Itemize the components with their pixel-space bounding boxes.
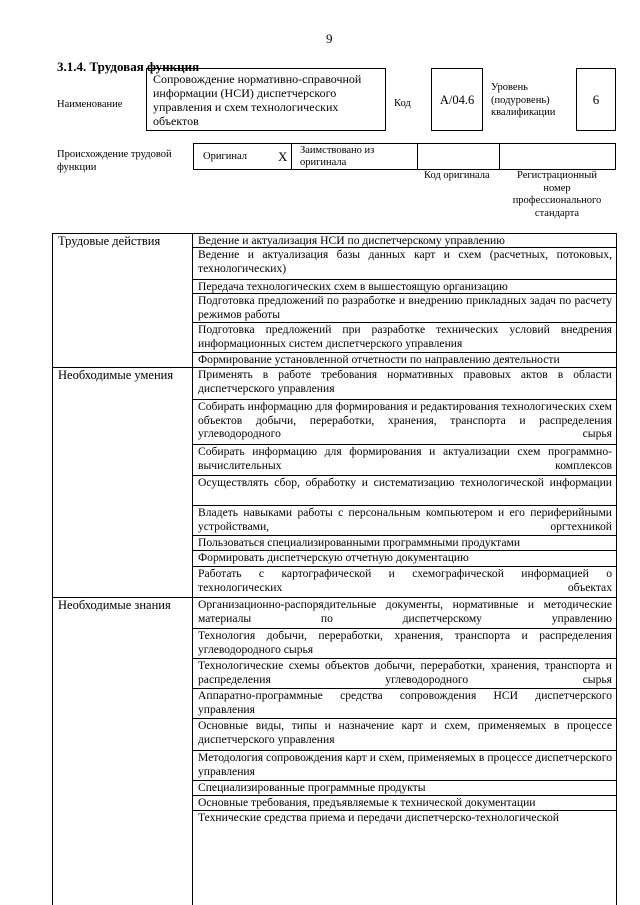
table-border-middle bbox=[192, 233, 193, 905]
original-box bbox=[193, 143, 292, 170]
section-label: Необходимые знания bbox=[58, 598, 171, 612]
level-label: Уровень (подуровень) квалификации bbox=[491, 82, 556, 118]
table-cell: Подготовка предложений по разработке и внедрению прикладных задач по расчету режимов работы bbox=[198, 294, 612, 321]
table-cell: Аппаратно-программные средства сопровождения НСИ диспетчерского управления bbox=[198, 689, 612, 716]
reg-number-box bbox=[499, 143, 616, 170]
section-label: Трудовые действия bbox=[58, 234, 161, 248]
table-cell: Технические средства приема и передачи диспетчерско-технологической bbox=[198, 811, 559, 824]
level-value: 6 bbox=[592, 92, 600, 107]
table-cell: Ведение и актуализация НСИ по диспетчерскому управлению bbox=[198, 234, 505, 247]
table-cell: Осуществлять сбор, обработку и систематизацию технологической информации bbox=[198, 476, 612, 489]
original-label: Оригинал bbox=[203, 151, 247, 162]
code-original-label: Код оригинала bbox=[424, 170, 490, 181]
original-mark: X bbox=[278, 149, 288, 164]
table-cell: Владеть навыками работы с персональным компьютером и его периферийными устройствами, оргтехникой bbox=[198, 506, 612, 533]
table-cell: Пользоваться специализированными программными продуктами bbox=[198, 536, 521, 549]
table-cell: Формирование установленной отчетности по направлению деятельности bbox=[198, 353, 560, 366]
table-cell: Ведение и актуализация базы данных карт и схем (расчетных, потоковых, технологических) bbox=[198, 248, 612, 275]
table-cell: Применять в работе требования нормативных правовых актов в области диспетчерского управления bbox=[198, 368, 612, 395]
table-cell: Собирать информацию для формирования и актуализации схем программно-вычислительных комплексов bbox=[198, 445, 612, 472]
borrowed-box bbox=[291, 143, 418, 170]
level-value-box bbox=[576, 68, 616, 131]
borrowed-label: Заимствовано из оригинала bbox=[300, 145, 375, 168]
code-label: Код bbox=[394, 98, 411, 109]
page-number: 9 bbox=[326, 31, 333, 46]
code-value: A/04.6 bbox=[439, 93, 475, 107]
table-cell: Работать с картографической и схемографической информацией о технологических объектах bbox=[198, 567, 612, 594]
table-cell: Передача технологических схем в вышестоящую организацию bbox=[198, 280, 508, 293]
section-title: 3.1.4. Трудовая функция bbox=[57, 59, 200, 74]
table-border-left bbox=[52, 233, 53, 905]
table-cell: Подготовка предложений при разработке технических условий внедрения информационных систем диспетчерского управления bbox=[198, 323, 612, 350]
table-cell: Технология добычи, переработки, хранения, транспорта и распределения углеводородного сырья bbox=[198, 629, 612, 656]
table-cell: Собирать информацию для формирования и редактирования технологических схем объектов добычи, переработки, хранения, транспорта и распределения углеводородного сырья bbox=[198, 400, 612, 441]
section-label: Необходимые умения bbox=[58, 368, 174, 382]
table-border-right bbox=[616, 233, 617, 905]
reg-number-label: Регистрационный номер профессионального стандарта bbox=[512, 170, 602, 219]
table-cell: Основные виды, типы и назначение карт и схем, применяемых в процессе диспетчерского управления bbox=[198, 719, 612, 746]
code-original-box bbox=[417, 143, 500, 170]
table-cell: Специализированные программные продукты bbox=[198, 781, 426, 794]
origin-label: Происхождение трудовой функции bbox=[57, 149, 172, 173]
name-value-box bbox=[146, 68, 386, 131]
table-cell: Организационно-распорядительные документы, нормативные и методические материалы по диспетчерскому управлению bbox=[198, 598, 612, 625]
table-cell: Формировать диспетчерскую отчетную документацию bbox=[198, 551, 469, 564]
table-cell: Методология сопровождения карт и схем, применяемых в процессе диспетчерского управления bbox=[198, 751, 612, 778]
name-value: Сопровождение нормативно-справочной информации (НСИ) диспетчерского управления и схем технологических объектов bbox=[153, 72, 362, 128]
name-label: Наименование bbox=[57, 99, 123, 110]
code-value-box bbox=[431, 68, 483, 131]
table-cell: Технологические схемы объектов добычи, переработки, хранения, транспорта и распределения углеводородного сырья bbox=[198, 659, 612, 686]
table-cell: Основные требования, предъявляемые к технической документации bbox=[198, 796, 536, 809]
